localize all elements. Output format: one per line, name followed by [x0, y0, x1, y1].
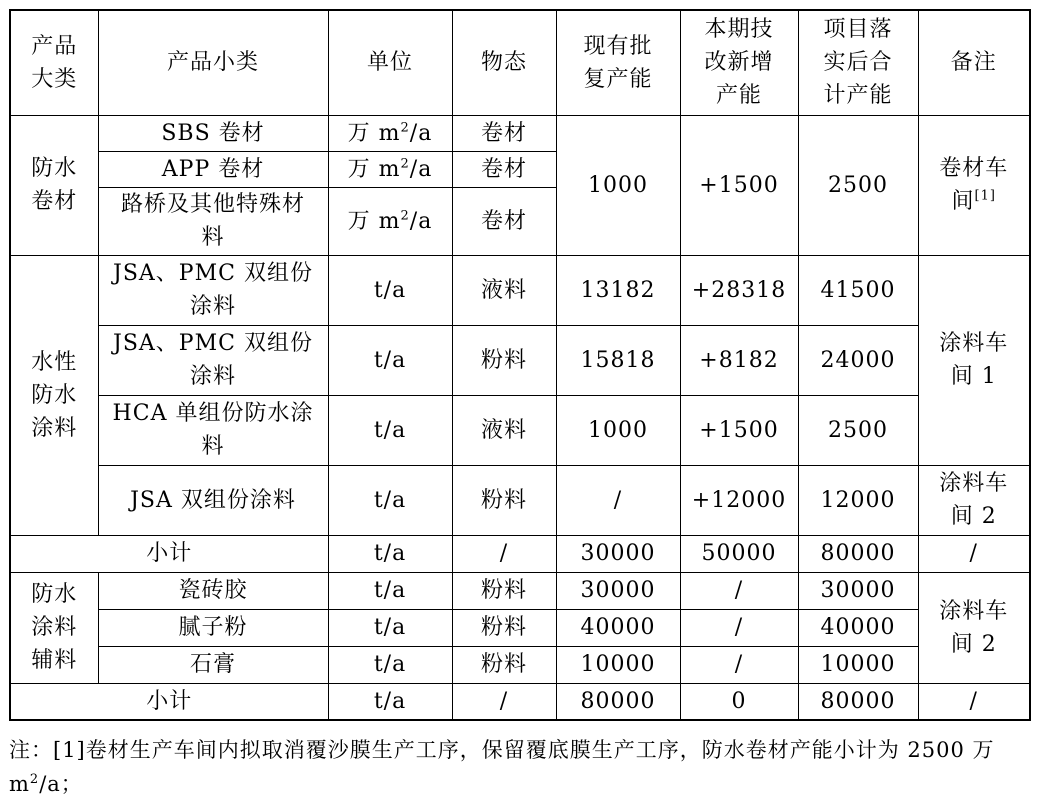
state-cell: 液料: [452, 255, 556, 325]
header-state: 物态: [452, 10, 556, 115]
table-row: [10, 609, 1030, 646]
product-name: SBS 卷材: [98, 115, 328, 151]
state-cell: 卷材: [452, 115, 556, 151]
total-cell: 41500: [798, 255, 918, 325]
remark-membrane: [918, 115, 1030, 255]
state-cell: /: [452, 683, 556, 720]
unit-cell: t/a: [328, 572, 452, 609]
total-cell: 80000: [798, 683, 918, 720]
new-cell: +12000: [680, 465, 798, 535]
unit-cell: [328, 115, 452, 151]
unit-cell: t/a: [328, 395, 452, 465]
unit-cell: t/a: [328, 646, 452, 683]
footnote-suffix: /a；: [39, 772, 83, 796]
new-cell: 50000: [680, 535, 798, 572]
table-row: [10, 325, 1030, 395]
state-cell: 粉料: [452, 572, 556, 609]
unit-suffix: /a: [409, 156, 433, 182]
header-unit: 单位: [328, 10, 452, 115]
unit-sup: 2: [400, 208, 410, 224]
unit-cell: t/a: [328, 535, 452, 572]
product-name: APP 卷材: [98, 151, 328, 187]
remark-cell: /: [918, 683, 1030, 720]
footnote: [9, 733, 1031, 801]
product-name: 瓷砖胶: [98, 572, 328, 609]
state-cell: 粉料: [452, 609, 556, 646]
header-remark: 备注: [918, 10, 1030, 115]
capacity-table: [9, 9, 1031, 721]
product-name: JSA、PMC 双组份涂料: [98, 255, 328, 325]
product-name: 腻子粉: [98, 609, 328, 646]
remark-auxiliary: 涂料车间 2: [918, 572, 1030, 683]
unit-cell: t/a: [328, 683, 452, 720]
category-coating: 水性防水涂料: [10, 255, 98, 535]
state-cell: /: [452, 535, 556, 572]
header-total: 项目落实后合计产能: [798, 10, 918, 115]
product-name: JSA 双组份涂料: [98, 465, 328, 535]
table-row: [10, 646, 1030, 683]
product-name: HCA 单组份防水涂料: [98, 395, 328, 465]
state-cell: 粉料: [452, 325, 556, 395]
unit-prefix: 万 m: [347, 156, 401, 182]
capacity-table-container: [9, 9, 1031, 721]
unit-prefix: 万 m: [347, 208, 401, 234]
unit-cell: [328, 151, 452, 187]
existing-cell: 80000: [556, 683, 680, 720]
state-cell: 卷材: [452, 187, 556, 255]
existing-cell: 1000: [556, 395, 680, 465]
new-cell: +8182: [680, 325, 798, 395]
product-name: 路桥及其他特殊材料: [98, 187, 328, 255]
product-name: 石膏: [98, 646, 328, 683]
state-cell: 粉料: [452, 646, 556, 683]
header-category: 产品大类: [10, 10, 98, 115]
unit-cell: [328, 187, 452, 255]
state-cell: 卷材: [452, 151, 556, 187]
unit-cell: t/a: [328, 609, 452, 646]
subtotal-row: [10, 683, 1030, 720]
new-cell: /: [680, 572, 798, 609]
table-row: [10, 465, 1030, 535]
total-cell: 30000: [798, 572, 918, 609]
new-cell: +28318: [680, 255, 798, 325]
existing-cell: 10000: [556, 646, 680, 683]
total-cell: 10000: [798, 646, 918, 683]
unit-prefix: 万 m: [347, 120, 401, 146]
total-cell: 2500: [798, 395, 918, 465]
unit-cell: t/a: [328, 255, 452, 325]
product-name: JSA、PMC 双组份涂料: [98, 325, 328, 395]
table-row: [10, 255, 1030, 325]
total-cell: 12000: [798, 465, 918, 535]
footnote-sup: 2: [29, 772, 40, 787]
remark-text: 卷材车间: [939, 156, 1009, 214]
existing-cell: 30000: [556, 572, 680, 609]
state-cell: 液料: [452, 395, 556, 465]
table-row: [10, 572, 1030, 609]
state-cell: 粉料: [452, 465, 556, 535]
footnote-text: 注：[1]卷材生产车间内拟取消覆沙膜生产工序，保留覆底膜生产工序，防水卷材产能小计为 2500 万 m: [9, 738, 995, 796]
total-cell: 40000: [798, 609, 918, 646]
remark-coating-2: 涂料车间 2: [918, 465, 1030, 535]
existing-cell: 13182: [556, 255, 680, 325]
new-cell: +1500: [680, 395, 798, 465]
existing-cell: /: [556, 465, 680, 535]
remark-cell: /: [918, 535, 1030, 572]
category-auxiliary: 防水涂料辅料: [10, 572, 98, 683]
unit-suffix: /a: [409, 208, 433, 234]
existing-cell: 15818: [556, 325, 680, 395]
header-row: [10, 10, 1030, 115]
header-existing: 现有批复产能: [556, 10, 680, 115]
unit-sup: 2: [400, 156, 410, 172]
footnote-ref: [1]: [974, 188, 996, 204]
unit-sup: 2: [400, 120, 410, 136]
unit-cell: t/a: [328, 465, 452, 535]
total-cell: 80000: [798, 535, 918, 572]
table-row: [10, 115, 1030, 151]
total-membrane: 2500: [798, 115, 918, 255]
subtotal-row: [10, 535, 1030, 572]
header-subcategory: 产品小类: [98, 10, 328, 115]
header-new: 本期技改新增产能: [680, 10, 798, 115]
total-cell: 24000: [798, 325, 918, 395]
unit-cell: t/a: [328, 325, 452, 395]
remark-coating-1: 涂料车间 1: [918, 255, 1030, 465]
unit-suffix: /a: [409, 120, 433, 146]
new-membrane: +1500: [680, 115, 798, 255]
subtotal-label: 小计: [10, 535, 328, 572]
subtotal-label: 小计: [10, 683, 328, 720]
table-row: [10, 395, 1030, 465]
new-cell: /: [680, 609, 798, 646]
category-membrane: 防水卷材: [10, 115, 98, 255]
existing-membrane: 1000: [556, 115, 680, 255]
new-cell: /: [680, 646, 798, 683]
existing-cell: 30000: [556, 535, 680, 572]
new-cell: 0: [680, 683, 798, 720]
existing-cell: 40000: [556, 609, 680, 646]
